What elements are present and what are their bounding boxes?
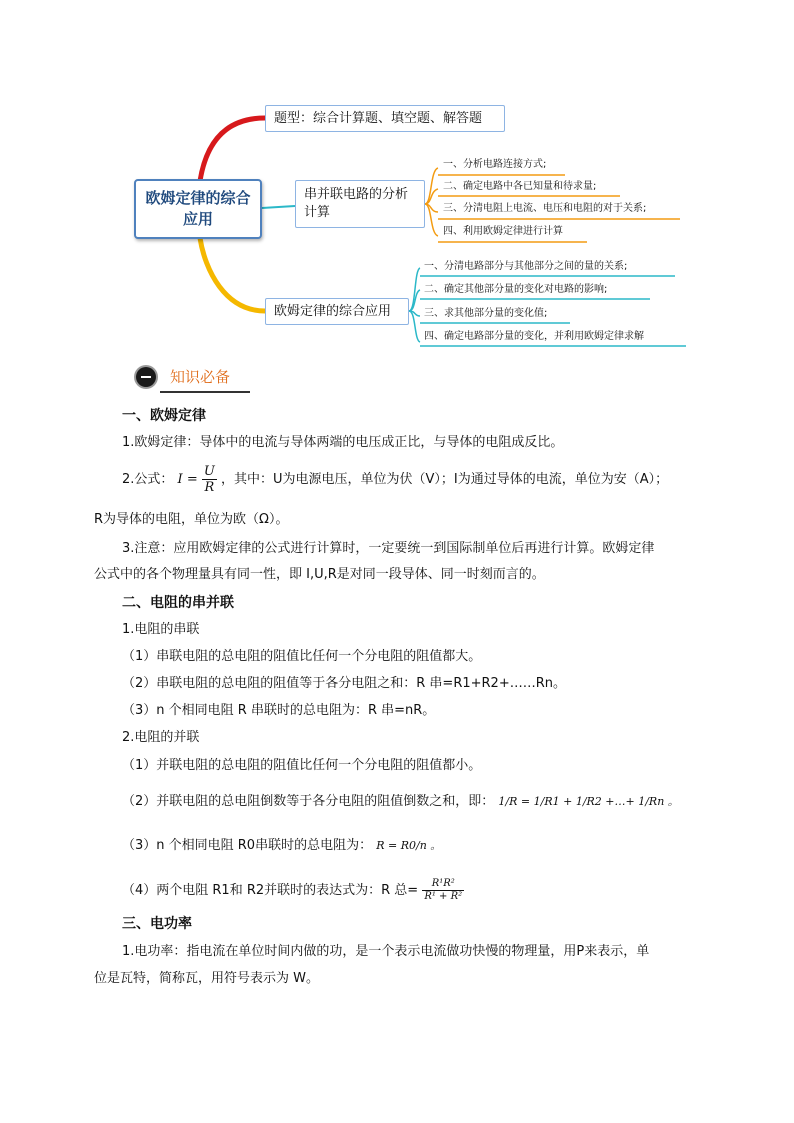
series-item-3: （3）n 个相同电阻 R 串联时的总电阻为：R 串=nR。 (122, 703, 436, 718)
connector-yellow (200, 238, 265, 311)
formula-denominator: R (204, 480, 215, 495)
series-leaf-4: 四、利用欧姆定律进行计算 (443, 226, 563, 237)
series-item-2: （2）串联电阻的总电阻的阻值等于各分电阻之和：R 串=R1+R2+……Rn。 (122, 676, 566, 691)
apply-leaf-4: 四、确定电路部分量的变化，并利用欧姆定律求解 (424, 331, 644, 342)
series-item-1: （1）串联电阻的总电阻的阻值比任何一个分电阻的阻值都大。 (122, 649, 482, 664)
connector-red (200, 118, 265, 181)
para-ohm-definition: 1.欧姆定律：导体中的电流与导体两端的电压成正比，与导体的电阻成反比。 (122, 435, 564, 450)
para-formula (122, 460, 668, 500)
mindmap-root: 欧姆定律的综合应用 (134, 179, 262, 239)
heading-ohm-law: 一、欧姆定律 (122, 408, 206, 424)
parallel-item-4-fraction (422, 878, 464, 903)
branch-series-parallel: 串并联电路的分析计算 (295, 180, 425, 228)
series-leaf-2: 二、确定电路中各已知量和待求量; (443, 181, 597, 192)
parallel-item-3-formula: R = R0/n 。 (376, 839, 442, 852)
parallel-item-4 (122, 874, 464, 908)
formula-eq: = (186, 472, 198, 487)
apply-leaf-2: 二、确定其他部分量的变化对电路的影响; (424, 284, 608, 295)
heading-resistance: 二、电阻的串并联 (122, 595, 234, 611)
subheading-series: 1.电阻的串联 (122, 622, 200, 637)
apply-leaf-3: 三、求其他部分量的变化值; (424, 308, 548, 319)
branch-question-types: 题型：综合计算题、填空题、解答题 (265, 105, 505, 132)
parallel-item-2 (122, 793, 679, 811)
parallel-item-1: （1）并联电阻的总电阻的阻值比任何一个分电阻的阻值都小。 (122, 758, 482, 773)
branch-ohm-application: 欧姆定律的综合应用 (265, 298, 409, 325)
parallel-item-2-formula: 1/R = 1/R1 + 1/R2 +…+ 1/Rn 。 (498, 795, 679, 808)
apply-leaf-1: 一、分清电路部分与其他部分之间的量的关系; (424, 261, 628, 272)
para-formula-line2: R为导体的电阻，单位为欧（Ω）。 (94, 512, 289, 527)
connector-cyan (262, 206, 295, 208)
series-leaf-3: 三、分清电阻上电流、电压和电阻的对于关系; (443, 203, 647, 214)
section-title: 知识必备 (170, 368, 231, 386)
parallel-item-2-text: （2）并联电阻的总电阻倒数等于各分电阻的阻值倒数之和，即： (122, 794, 495, 809)
parallel-item-4-text: （4）两个电阻 R1和 R2并联时的表达式为：R 总= (122, 883, 419, 898)
para-power-line2: 位是瓦特，简称瓦，用符号表示为 W。 (94, 971, 319, 986)
subheading-parallel: 2.电阻的并联 (122, 730, 200, 745)
series-leaf-1: 一、分析电路连接方式; (443, 159, 547, 170)
parallel-item-3 (122, 837, 441, 855)
para-note-line2: 公式中的各个物理量具有同一性，即 I,U,R是对同一段导体、同一时刻而言的。 (94, 567, 545, 582)
formula-prefix: 2.公式： (122, 472, 174, 487)
formula-I: I (177, 472, 183, 487)
formula-numerator: U (203, 464, 215, 479)
para-note-line1: 3.注意：应用欧姆定律的公式进行计算时，一定要统一到国际制单位后再进行计算。欧姆定律 (122, 541, 655, 556)
section-header (136, 362, 248, 392)
minus-circle-icon (136, 367, 156, 387)
parallel-item-4-numerator: R¹R² (422, 878, 464, 891)
para-power-line1: 1.电功率：指电流在单位时间内做的功，是一个表示电流做功快慢的物理量，用P来表示，单 (122, 944, 650, 959)
heading-power: 三、电功率 (122, 916, 192, 932)
formula-fraction (202, 464, 217, 495)
parallel-item-4-denominator: R¹ + R² (424, 891, 463, 902)
section-underline (160, 391, 250, 393)
formula-explanation: ，其中：U为电源电压，单位为伏（V）；I为通过导体的电流，单位为安（A）； (220, 472, 669, 487)
parallel-item-3-text: （3）n 个相同电阻 R0串联时的总电阻为： (122, 838, 373, 853)
